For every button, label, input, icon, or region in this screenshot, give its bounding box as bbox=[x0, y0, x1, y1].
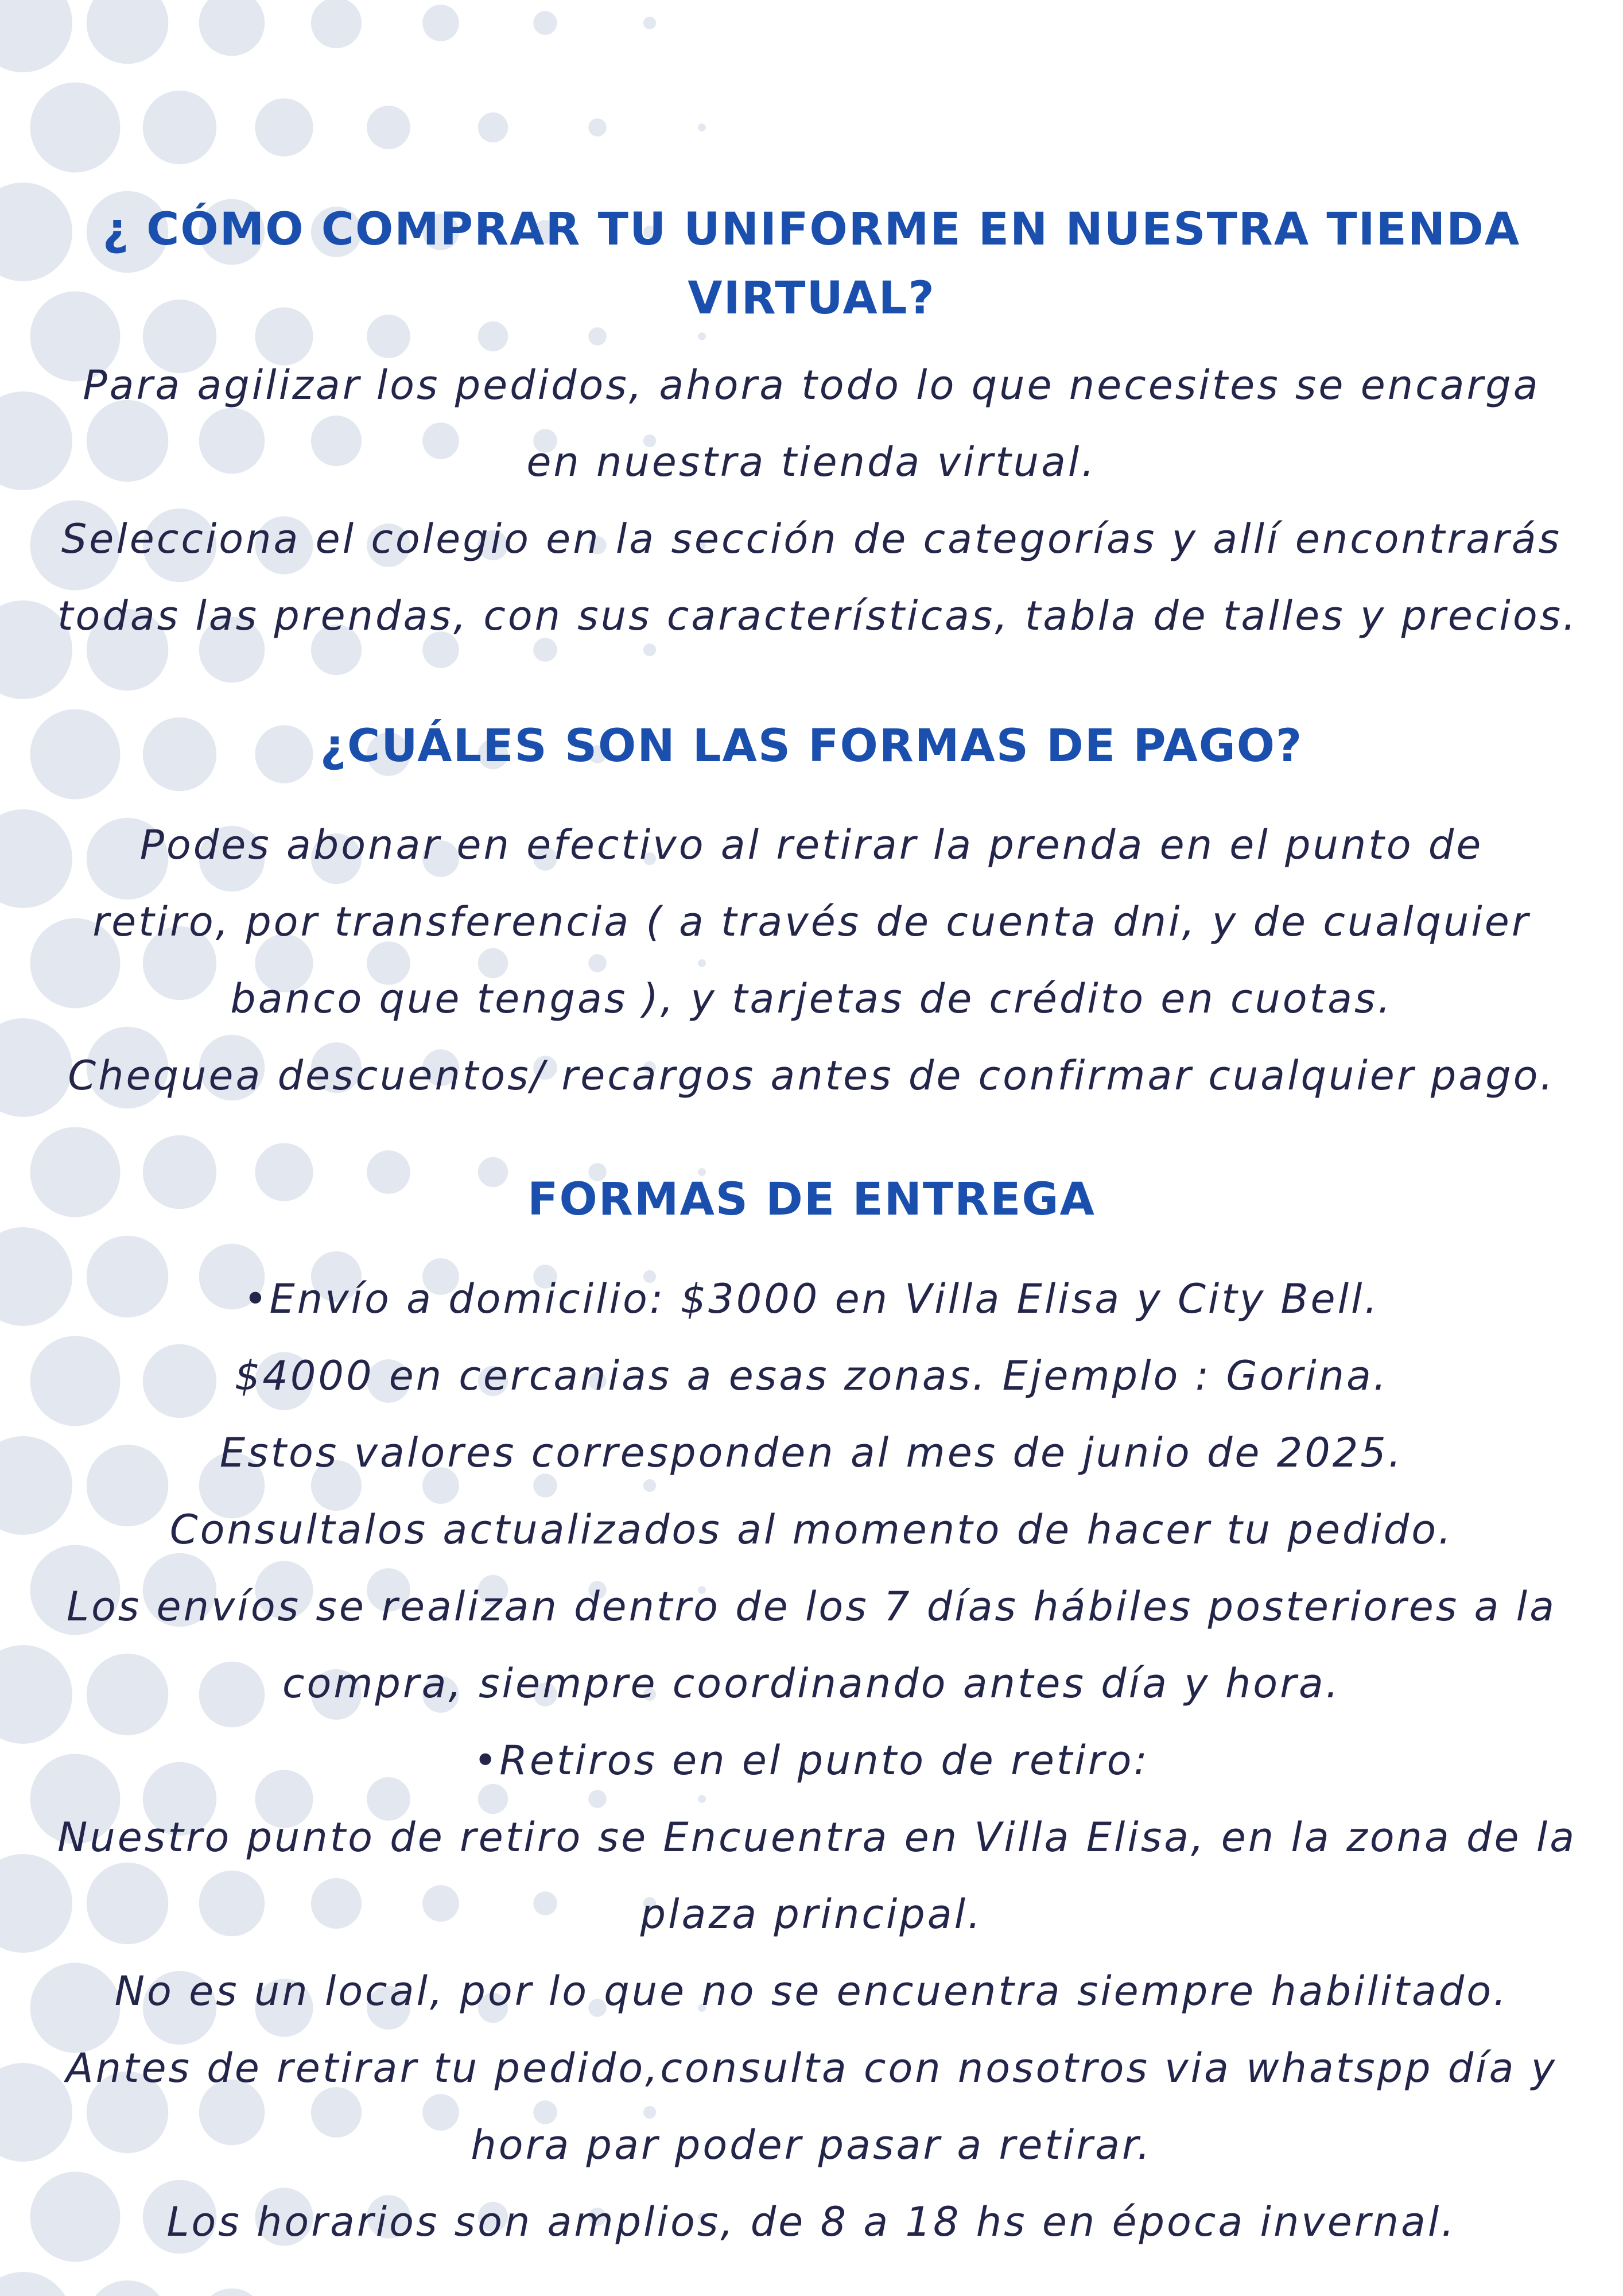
background-dot bbox=[87, 2281, 169, 2296]
background-dot bbox=[643, 17, 656, 29]
background-dot bbox=[533, 11, 557, 35]
text-line: Nuestro punto de retiro se Encuentra en Villa Elisa, en la zona de la bbox=[57, 1814, 1577, 1861]
background-dot bbox=[255, 98, 313, 156]
heading-how-to-buy-line1: ¿ CÓMO COMPRAR TU UNIFORME EN NUESTRA TIENDA bbox=[102, 204, 1521, 255]
text-line: No es un local, por lo que no se encuentra siempre habilitado. bbox=[114, 1968, 1509, 2015]
background-dot bbox=[698, 332, 706, 340]
background-dot bbox=[698, 123, 706, 131]
text-line: todas las prendas, con sus características, tabla de talles y precios. bbox=[57, 592, 1578, 639]
background-dot bbox=[143, 91, 216, 164]
text-line: $4000 en cercanias a esas zonas. Ejemplo : Gorina. bbox=[234, 1352, 1389, 1399]
heading-delivery-methods: FORMAS DE ENTREGA bbox=[527, 1174, 1096, 1225]
text-line: Estos valores corresponden al mes de junio de 2025. bbox=[219, 1429, 1404, 1476]
text-line: Antes de retirar tu pedido,consulta con nosotros via whatspp día y bbox=[65, 2045, 1558, 2092]
text-line: hora par poder pasar a retirar. bbox=[471, 2122, 1152, 2169]
background-dot bbox=[478, 113, 508, 142]
text-line: Consultalos actualizados al momento de hacer tu pedido. bbox=[169, 1506, 1454, 1553]
background-dot bbox=[87, 0, 169, 64]
heading-payment-methods: ¿CUÁLES SON LAS FORMAS DE PAGO? bbox=[320, 720, 1303, 772]
text-line: Podes abonar en efectivo al retirar la prenda en el punto de bbox=[139, 821, 1484, 868]
paragraph-delivery-methods bbox=[57, 1261, 1577, 2260]
text-line: •Envío a domicilio: $3000 en Villa Elisa y City Bell. bbox=[243, 1275, 1380, 1322]
text-line: Los horarios son amplios, de 8 a 18 hs en época invernal. bbox=[166, 2198, 1457, 2245]
paragraph-how-to-buy bbox=[57, 347, 1578, 654]
text-line: banco que tengas ), y tarjetas de crédito en cuotas. bbox=[230, 975, 1393, 1022]
heading-how-to-buy-line2: VIRTUAL? bbox=[688, 273, 935, 324]
background-dot bbox=[311, 0, 362, 48]
background-dot bbox=[422, 5, 459, 41]
heading-how-to-buy bbox=[57, 195, 1566, 333]
text-line: Para agilizar los pedidos, ahora todo lo que necesites se encarga bbox=[83, 362, 1540, 409]
text-line: en nuestra tienda virtual. bbox=[526, 439, 1097, 486]
background-dot bbox=[30, 83, 121, 173]
text-line: Chequea descuentos/ recargos antes de confirmar cualquier pago. bbox=[68, 1052, 1555, 1099]
text-line: plaza principal. bbox=[640, 1891, 983, 1938]
background-dot bbox=[199, 2289, 265, 2296]
text-line: Los envíos se realizan dentro de los 7 días hábiles posteriores a la bbox=[66, 1583, 1556, 1630]
paragraph-payment-methods bbox=[57, 806, 1566, 1114]
background-dot bbox=[0, 0, 72, 72]
text-line: Selecciona el colegio en la sección de categorías y allí encontrarás bbox=[61, 515, 1562, 563]
text-line: •Retiros en el punto de retiro: bbox=[473, 1737, 1150, 1784]
background-dot bbox=[588, 118, 607, 137]
background-dot bbox=[367, 106, 410, 149]
text-line: compra, siempre coordinando antes día y hora. bbox=[282, 1660, 1341, 1707]
background-dot bbox=[199, 0, 265, 56]
text-line: retiro, por transferencia ( a través de cuenta dni, y de cualquier bbox=[92, 898, 1531, 945]
background-dot bbox=[0, 2272, 72, 2296]
